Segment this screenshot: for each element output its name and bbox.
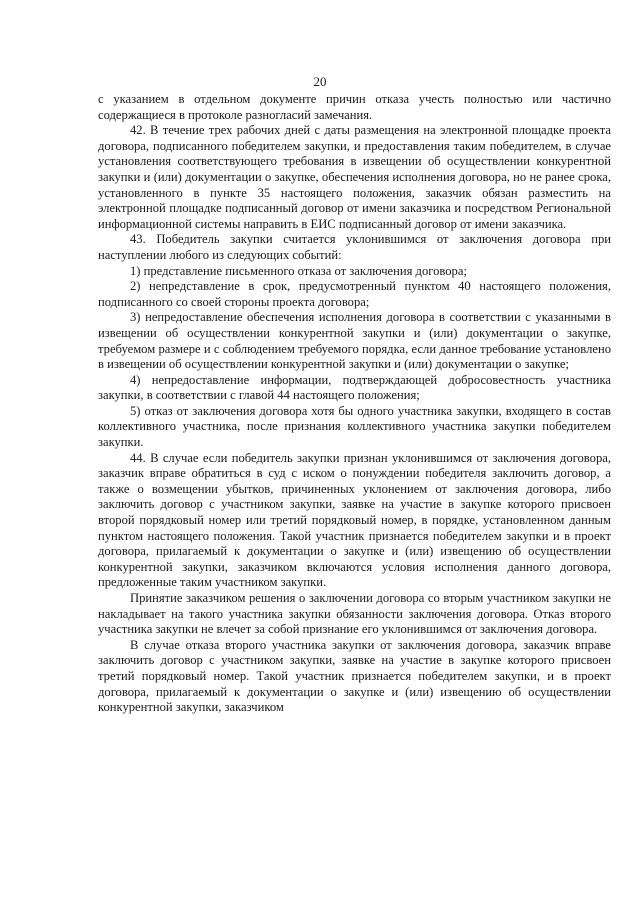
paragraph: 3) непредоставление обеспечения исполнения договора в соответствии с указанными в извещении об осуществлении конкурентной закупки и (или) документации о закупке, требуемом размере и с соблюдением требуемого порядка, если данное требование установлено в извещении об осуществлении конкурентной закупки и (или) документации о закупке; bbox=[98, 310, 611, 372]
paragraph: 43. Победитель закупки считается уклонившимся от заключения договора при наступлении любого из следующих событий: bbox=[98, 232, 611, 262]
paragraph: с указанием в отдельном документе причин отказа учесть полностью или частично содержащиеся в протоколе разногласий замечания. bbox=[98, 92, 611, 122]
paragraph: 4) непредоставление информации, подтверждающей добросовестность участника закупки, в соответствии с главой 44 настоящего положения; bbox=[98, 372, 611, 403]
paragraph: 44. В случае если победитель закупки признан уклонившимся от заключения договора, заказчик вправе обратиться в суд с иском о понуждении победителя заключить договор, а также о возмещении убытков, причиненных уклонением от заключения договора, либо заключить договор с участником закупки, заявке на участие в закупке которого присвоен второй порядковый номер или третий порядковый номер, в порядке, установленном данным пунктом настоящего положения. Такой участник признается победителем закупки и в проект договора, прилагаемый к документации о закупке и (или) извещению об осуществлении конкурентной закупки, заказчиком включаются условия исполнения данного договора, предложенные таким участником закупки. bbox=[98, 450, 611, 590]
paragraph: 42. В течение трех рабочих дней с даты размещения на электронной площадке проекта договора, подписанного победителем закупки, и предоставления таким победителем, в случае установления соответствующего требования в извещении об осуществлении конкурентной закупки и (или) документации о закупке, обеспечения исполнения договора, но не ранее срока, установленного в пункте 35 настоящего положения, заказчик обязан разместить на электронной площадке подписанный договор от имени заказчика и посредством Региональной информационной системы направить в ЕИС подписанный договор от имени заказчика. bbox=[98, 123, 611, 231]
page-number: 20 bbox=[313, 74, 327, 89]
paragraph: Принятие заказчиком решения о заключении договора со вторым участником закупки не накладывает на такого участника закупки обязанности заключения договора. Отказ второго участника закупки не влечет за собой признание его уклонившимся от заключения договора. bbox=[98, 591, 611, 637]
document-body bbox=[98, 92, 611, 716]
paragraph: 1) представление письменного отказа от заключения договора; bbox=[130, 263, 467, 278]
paragraph: 5) отказ от заключения договора хотя бы одного участника закупки, входящего в состав коллективного участника, после признания коллективного участника закупки победителем закупки. bbox=[98, 403, 611, 450]
paragraph: В случае отказа второго участника закупки от заключения договора, заказчик вправе заключить договор с участником закупки, заявке на участие в закупке которого присвоен третий порядковый номер. Такой участник признается победителем закупки, и в проект договора, прилагаемый к документации о закупке и (или) извещению об осуществлении конкурентной закупки, заказчиком bbox=[98, 637, 611, 715]
paragraph: 2) непредставление в срок, предусмотренный пунктом 40 настоящего положения, подписанного со своей стороны проекта договора; bbox=[98, 279, 611, 309]
